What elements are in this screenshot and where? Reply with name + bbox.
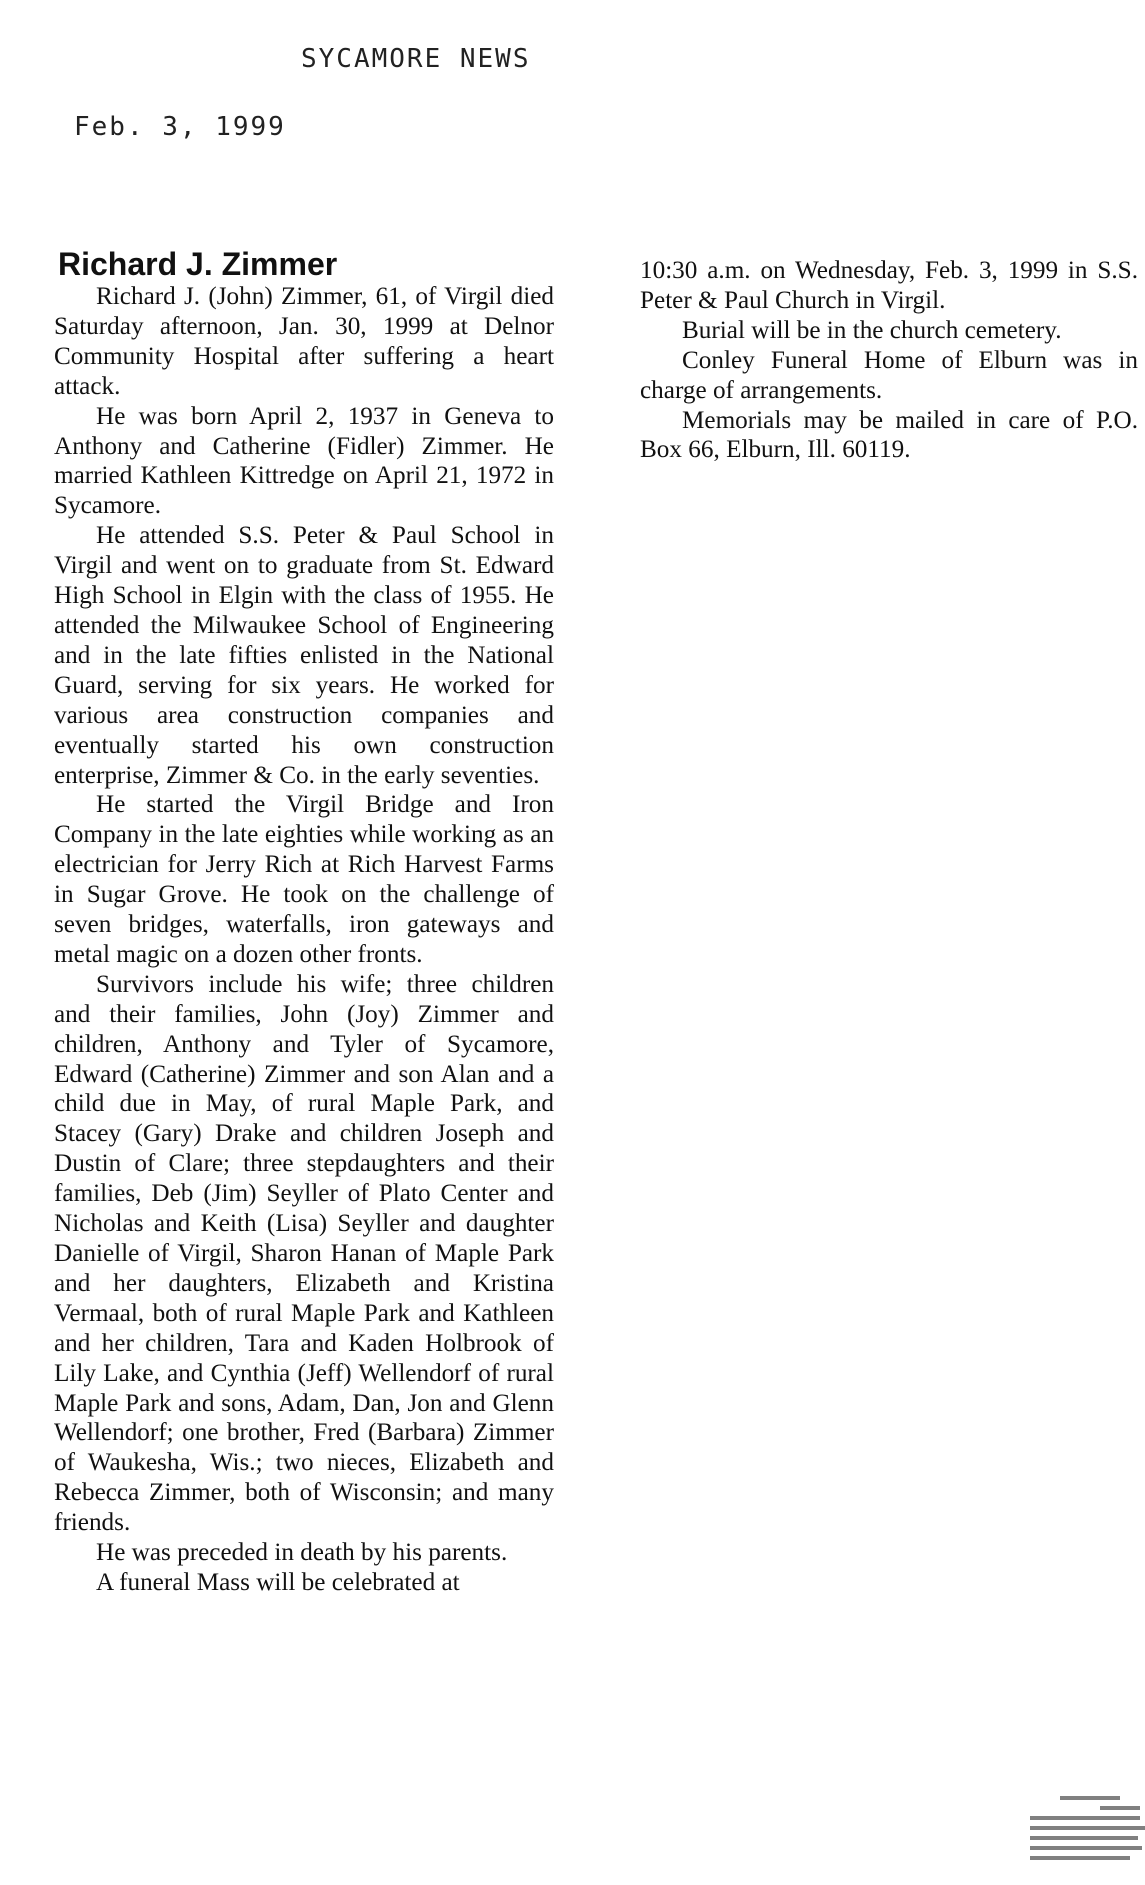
- masthead: SYCAMORE NEWS: [301, 44, 531, 74]
- stamp-line: [1100, 1806, 1140, 1810]
- paragraph-funeral-mass: A funeral Mass will be celebrated at: [96, 1568, 460, 1596]
- stamp-line: [1030, 1826, 1145, 1830]
- paragraph-funeral-home: Conley Funeral Home of Elburn was in charge of arrangements.: [640, 346, 1138, 404]
- paragraph-survivors: Survivors include his wife; three children and their families, John (Joy) Zimmer and children, Anthony and Tyler of Sycamore, Edward (Catherine) Zimmer and son Alan and a child due in May, of rural Maple Park, and Stacey (Gary) Drake and children Joseph and Dustin of Clare; three stepdaughters and their families, Deb (Jim) Seyller of Plato Center and Nicholas and Keith (Lisa) Seyller and daughter Danielle of Virgil, Sharon Hanan of Maple Park and her daughters, Elizabeth and Kristina Vermaal, both of rural Maple Park and Kathleen and her children, Tara and Kaden Holbrook of Lily Lake, and Cynthia (Jeff) Wellendorf of rural Maple Park and sons, Adam, Dan, Jon and Glenn Wellendorf; one brother, Fred (Barbara) Zimmer of Waukesha, Wis.; two nieces, Elizabeth and Rebecca Zimmer, both of Wisconsin; and many friends.: [54, 970, 554, 1537]
- stamp-line: [1030, 1836, 1138, 1840]
- paragraph-birth: He was born April 2, 1937 in Geneva to Anthony and Catherine (Fidler) Zimmer. He married Kathleen Kittredge on April 21, 1972 in Sycamore.: [54, 402, 554, 520]
- article-column-left: [54, 282, 554, 1598]
- stamp-line: [1060, 1796, 1120, 1800]
- stamp-line: [1030, 1856, 1130, 1860]
- paragraph-memorials: Memorials may be mailed in care of P.O. Box 66, Elburn, Ill. 60119.: [640, 406, 1138, 464]
- paragraph-funeral-time: 10:30 a.m. on Wednesday, Feb. 3, 1999 in S.S. Peter & Paul Church in Virgil.: [640, 257, 1138, 314]
- paragraph-burial: Burial will be in the church cemetery.: [682, 316, 1062, 344]
- stamp-line: [1030, 1846, 1142, 1850]
- stamp-line: [1030, 1816, 1140, 1820]
- paragraph-education-career: He attended S.S. Peter & Paul School in Virgil and went on to graduate from St. Edward High School in Elgin with the class of 1955. He attended the Milwaukee School of Engineering and in the late fifties enlisted in the National Guard, serving for six years. He worked for various area construction companies and eventually started his own construction enterprise, Zimmer & Co. in the early seventies.: [54, 522, 554, 789]
- publication-date: Feb. 3, 1999: [74, 112, 286, 142]
- corner-stamp-fragment: [1030, 1788, 1145, 1885]
- paragraph-preceded: He was preceded in death by his parents.: [96, 1539, 508, 1567]
- article-column-right: [640, 256, 1138, 465]
- article-headline: Richard J. Zimmer: [58, 246, 338, 282]
- paragraph-bridge-company: He started the Virgil Bridge and Iron Company in the late eighties while working as an electrician for Jerry Rich at Rich Harvest Farms in Sugar Grove. He took on the challenge of seven bridges, waterfalls, iron gateways and metal magic on a dozen other fronts.: [54, 791, 554, 968]
- paragraph-death: Richard J. (John) Zimmer, 61, of Virgil died Saturday afternoon, Jan. 30, 1999 at Delnor Community Hospital after suffering a heart attack.: [54, 283, 554, 400]
